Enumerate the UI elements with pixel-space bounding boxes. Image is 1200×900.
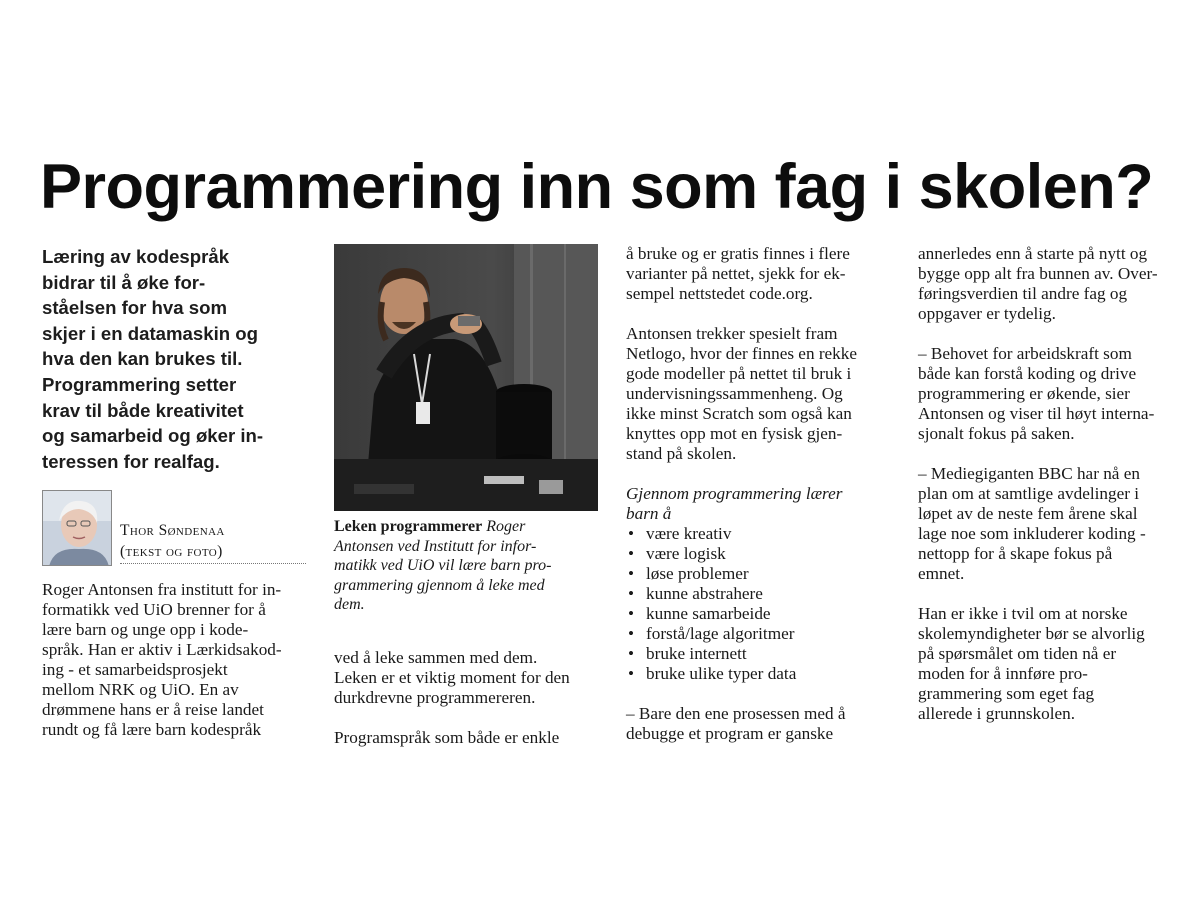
body-line: språk. Han er aktiv i Lærkidsakod-	[42, 640, 282, 660]
body-line: moden for å innføre pro-	[918, 664, 1088, 683]
bullet-icon: •	[628, 524, 635, 543]
ingress-line: hva den kan brukes til.	[42, 348, 243, 370]
column-2	[334, 244, 604, 747]
body-line: – Mediegiganten BBC har nå en	[918, 464, 1140, 483]
list-item-label: bruke ulike typer data	[646, 664, 797, 683]
list-item	[626, 544, 892, 564]
skills-list	[626, 524, 892, 684]
list-item-label: forstå/lage algoritmer	[646, 624, 795, 643]
body-line: stand på skolen.	[626, 444, 737, 463]
bullet-icon: •	[628, 584, 635, 603]
list-item-label: være logisk	[646, 544, 726, 563]
body-line: sempel nettstedet code.org.	[626, 284, 813, 303]
list-item	[626, 584, 892, 604]
list-item	[626, 624, 892, 644]
body-line: barn å	[626, 504, 672, 523]
body-line: Programspråk som både er enkle	[334, 728, 560, 747]
column-1	[42, 244, 304, 740]
list-item	[626, 604, 892, 624]
column-2-body	[334, 648, 604, 748]
list-intro	[626, 484, 892, 524]
column-4-p4	[918, 604, 1180, 724]
author-photo	[42, 490, 112, 566]
bullet-icon: •	[628, 664, 635, 683]
list-item-label: være kreativ	[646, 524, 732, 543]
body-line: Han er ikke i tvil om at norske	[918, 604, 1128, 623]
body-line: ikke minst Scratch som også kan	[626, 404, 852, 423]
body-line: allerede i grunnskolen.	[918, 704, 1076, 723]
body-line: formatikk ved UiO brenner for å	[42, 600, 266, 620]
body-line: føringsverdien til andre fag og	[918, 284, 1128, 303]
body-line: ing - et samarbeidsprosjekt	[42, 660, 228, 680]
body-line: Roger Antonsen fra institutt for in-	[42, 580, 282, 600]
caption-line	[334, 576, 604, 596]
column-4-p1	[918, 244, 1180, 324]
body-line: programmering er økende, sier	[918, 384, 1130, 403]
headline: Programmering inn som fag i skolen?	[40, 152, 1154, 222]
bullet-icon: •	[628, 604, 635, 623]
caption-line	[334, 556, 604, 576]
body-line: Gjennom programmering lærer	[626, 484, 843, 503]
bullet-icon: •	[628, 644, 635, 663]
ingress-line: Programmering setter	[42, 373, 237, 395]
caption-text: Roger	[486, 518, 526, 535]
caption-lead: Leken programmerer	[334, 518, 483, 535]
body-line: gode modeller på nettet til bruk i	[626, 364, 852, 383]
column-3-p1	[626, 244, 892, 304]
caption-text: grammering gjennom å leke med	[334, 576, 545, 594]
list-item	[626, 564, 892, 584]
byline-name: Thor Søndenaa	[120, 522, 225, 540]
byline-text	[120, 520, 306, 564]
column-1-body	[42, 580, 304, 740]
photo-caption	[334, 517, 604, 615]
column-3-p2	[626, 324, 892, 464]
body-line: varianter på nettet, sjekk for ek-	[626, 264, 846, 283]
body-line: emnet.	[918, 564, 965, 583]
body-line: knyttes opp mot en fysisk gjen-	[626, 424, 843, 443]
caption-text: dem.	[334, 596, 365, 614]
ingress-line: bidrar til å øke for-	[42, 271, 206, 293]
body-line: lære barn og unge opp i kode-	[42, 620, 249, 640]
body-line: nettopp for å skape fokus på	[918, 544, 1113, 563]
body-line: oppgaver er tydelig.	[918, 304, 1056, 323]
body-line: på spørsmålet om tiden nå er	[918, 644, 1117, 663]
body-line: undervisningssammenheng. Og	[626, 384, 843, 403]
list-item	[626, 664, 892, 684]
body-line: skolemyndigheter bør se alvorlig	[918, 624, 1145, 643]
body-line: – Bare den ene prosessen med å	[626, 704, 846, 723]
article-photo	[334, 244, 598, 511]
body-line: debugge et program er ganske	[626, 724, 834, 743]
body-line: drømmene hans er å reise landet	[42, 700, 264, 720]
body-line: lage noe som inkluderer koding -	[918, 524, 1146, 543]
body-line: grammering som eget fag	[918, 684, 1095, 703]
list-item-label: kunne samarbeide	[646, 604, 771, 623]
ingress-line: teressen for realfag.	[42, 450, 220, 472]
ingress-line: krav til både kreativitet	[42, 399, 244, 421]
caption-line	[334, 537, 604, 557]
body-line: Netlogo, hvor der finnes en rekke	[626, 344, 857, 363]
bullet-icon: •	[628, 624, 635, 643]
byline-credit: (tekst og foto)	[120, 543, 223, 561]
caption-line	[334, 517, 604, 537]
column-4-p3	[918, 464, 1180, 584]
column-3	[626, 244, 892, 744]
body-line: Antonsen og viser til høyt interna-	[918, 404, 1155, 423]
body-line: rundt og få lære barn kodespråk	[42, 720, 262, 740]
column-4	[918, 244, 1180, 724]
bullet-icon: •	[628, 544, 635, 563]
body-line: plan om at samtlige avdelinger i	[918, 484, 1139, 503]
bullet-icon: •	[628, 564, 635, 583]
ingress-line: skjer i en datamaskin og	[42, 322, 258, 344]
body-line: både kan forstå koding og drive	[918, 364, 1137, 383]
byline	[42, 490, 304, 566]
list-item	[626, 524, 892, 544]
body-line: å bruke og er gratis finnes i flere	[626, 244, 850, 263]
body-line: sjonalt fokus på saken.	[918, 424, 1075, 443]
body-line: annerledes enn å starte på nytt og	[918, 244, 1148, 263]
ingress-line: og samarbeid og øker in-	[42, 425, 264, 447]
caption-line	[334, 595, 604, 615]
caption-text: matikk ved UiO vil lære barn pro-	[334, 557, 552, 575]
body-line: mellom NRK og UiO. En av	[42, 680, 239, 700]
list-item-label: kunne abstrahere	[646, 584, 763, 603]
body-line: durkdrevne programmereren.	[334, 688, 536, 707]
body-line: bygge opp alt fra bunnen av. Over-	[918, 264, 1158, 283]
ingress-line: ståelsen for hva som	[42, 297, 227, 319]
ingress	[42, 244, 304, 474]
column-3-p3	[626, 704, 892, 744]
ingress-line: Læring av kodespråk	[42, 246, 230, 267]
column-4-p2	[918, 344, 1180, 444]
body-line: Leken er et viktig moment for den	[334, 668, 570, 687]
list-item-label: bruke internett	[646, 644, 747, 663]
list-item	[626, 644, 892, 664]
body-line: Antonsen trekker spesielt fram	[626, 324, 838, 343]
caption-text: Antonsen ved Institutt for infor-	[334, 537, 537, 555]
list-item-label: løse problemer	[646, 564, 749, 583]
body-line: – Behovet for arbeidskraft som	[918, 344, 1132, 363]
body-line: løpet av de neste fem årene skal	[918, 504, 1138, 523]
body-line: ved å leke sammen med dem.	[334, 648, 538, 667]
